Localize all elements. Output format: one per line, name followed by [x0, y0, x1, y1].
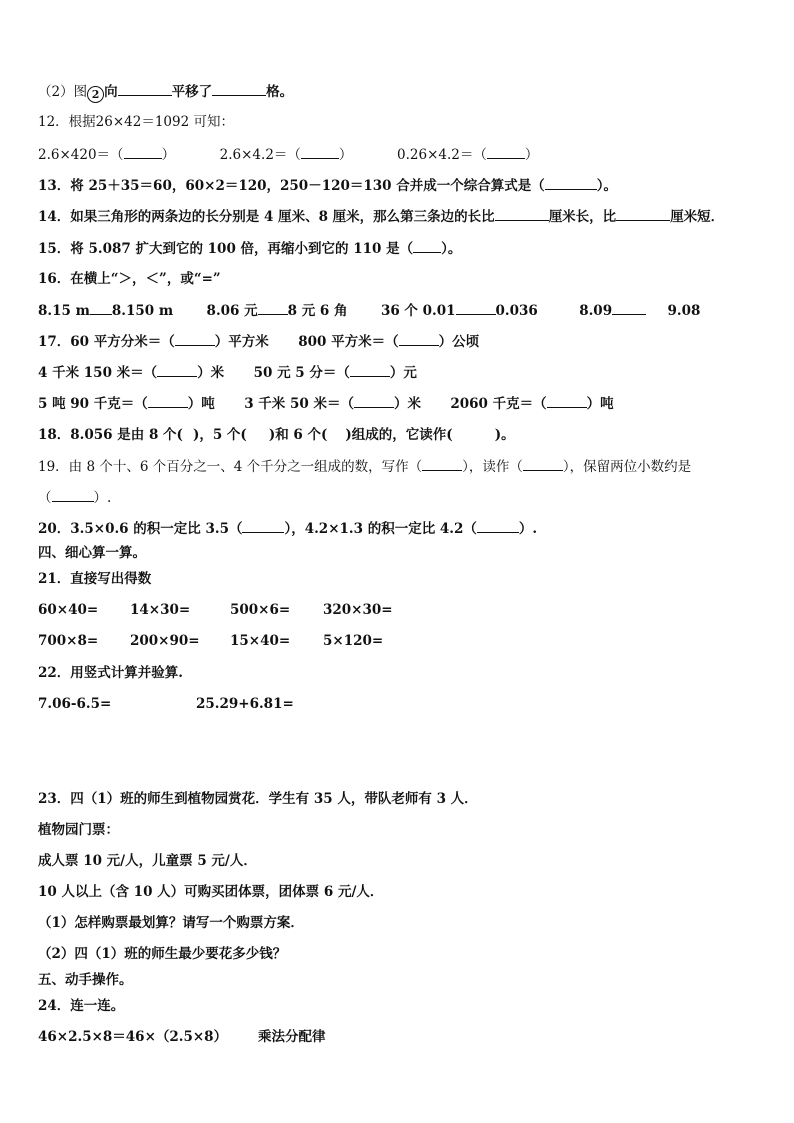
- q17-item-a: 17．60 平方分米＝（: [38, 334, 175, 350]
- compare-blank[interactable]: [612, 300, 646, 315]
- q11-part2-prefix: （2）图: [38, 84, 88, 100]
- q13-end: ）。: [596, 178, 618, 194]
- section-title: 五、动手操作。: [38, 972, 133, 988]
- q17-item-b: ）吨: [187, 396, 215, 412]
- q19-d1: （: [38, 490, 52, 506]
- q21-cell: 60×40=: [38, 602, 99, 618]
- q12-close: ）: [338, 147, 353, 163]
- answer-blank[interactable]: [487, 144, 525, 159]
- q19-c: ），保留两位小数约是: [562, 459, 692, 475]
- q24-law[interactable]: 乘法分配律: [258, 1029, 326, 1045]
- q12-close: ）: [161, 147, 176, 163]
- q21-cell: 14×30=: [130, 602, 191, 618]
- circled-number: 2: [87, 86, 104, 103]
- q11-part2-dir: 向: [104, 84, 118, 100]
- answer-blank[interactable]: [616, 206, 670, 221]
- answer-blank[interactable]: [354, 393, 394, 408]
- q17-row3: [38, 393, 614, 414]
- q14-a: 14．如果三角形的两条边的长分别是 4 厘米、8 厘米，那么第三条边的长比: [38, 209, 495, 225]
- q16-item-a: 8.15 m: [38, 303, 90, 319]
- q17-item-a: 4 千米 150 米＝（: [38, 365, 158, 381]
- q20-b: ），4.2×1.3 的积一定比 4.2（: [284, 521, 477, 537]
- q17-item-b: ）公顷: [438, 334, 480, 350]
- answer-blank[interactable]: [523, 456, 563, 471]
- q16-item-b: 8.150 m: [111, 303, 174, 319]
- q20-a: 20．3.5×0.6 的积一定比 3.5（: [38, 521, 243, 537]
- q15-a: 15．将 5.087 扩大到它的 100 倍，再缩小到它的 110 是（: [38, 241, 414, 257]
- q12-item: 0.26×4.2＝（: [397, 147, 487, 163]
- q16-item-b: 8 元 6 角: [287, 303, 348, 319]
- q17-item-b: ）米: [197, 365, 225, 381]
- q12-close: ）: [524, 147, 539, 163]
- q18-a: 18．8.056 是由 8 个(: [38, 427, 183, 443]
- section-title: 四、细心算一算。: [38, 545, 146, 561]
- q11-part2: [38, 81, 293, 103]
- answer-blank[interactable]: [547, 393, 587, 408]
- q17-row1: [38, 331, 479, 352]
- q19-a: 19．由 8 个十、6 个百分之一、4 个千分之一组成的数，写作（: [38, 459, 423, 475]
- q12-items: [38, 144, 538, 165]
- q17-item-b: ）平方米: [214, 334, 269, 350]
- q16-items: [38, 300, 700, 321]
- q17-item-a: 5 吨 90 千克＝（: [38, 396, 148, 412]
- answer-blank[interactable]: [124, 144, 162, 159]
- q17-item-b: ）吨: [586, 396, 614, 412]
- q16-item-b: 0.036: [495, 303, 538, 319]
- answer-blank[interactable]: [399, 331, 439, 346]
- q11-part2-move: 平移了: [171, 84, 213, 100]
- q23-line: 植物园门票：: [38, 822, 119, 838]
- q12-stem: 12．根据26×42＝1092 可知：: [38, 114, 234, 130]
- q21-cell: 500×6=: [230, 602, 291, 618]
- q17-item-a: 800 平方米＝（: [298, 334, 399, 350]
- q20: [38, 518, 537, 539]
- q17-row2: [38, 362, 417, 383]
- q17-item-b: ）米: [393, 396, 421, 412]
- q23-line: 成人票 10 元/人，儿童票 5 元/人．: [38, 853, 257, 869]
- answer-blank[interactable]: [242, 518, 284, 533]
- q21-cell: 5×120=: [323, 633, 384, 649]
- q12-item: 2.6×420＝（: [38, 147, 124, 163]
- q16-item-a: 8.09: [579, 303, 613, 319]
- q14-c: 厘米短．: [670, 209, 725, 225]
- q16-item-a: 8.06 元: [206, 303, 258, 319]
- q23-part1: （1）怎样购票最划算？请写一个购票方案．: [38, 915, 304, 931]
- q11-part2-end: 格。: [266, 84, 294, 100]
- q14-b: 厘米长，比: [548, 209, 617, 225]
- answer-blank[interactable]: [157, 362, 197, 377]
- q22-stem: 22．用竖式计算并验算.: [38, 665, 183, 681]
- answer-blank[interactable]: [495, 206, 549, 221]
- answer-blank[interactable]: [350, 362, 390, 377]
- answer-blank[interactable]: [422, 456, 462, 471]
- answer-blank[interactable]: [175, 331, 215, 346]
- compare-blank[interactable]: [90, 300, 112, 315]
- q21-cell: 700×8=: [38, 633, 99, 649]
- q13-text: 13．将 25＋35＝60，60×2＝120，250－120＝130 合并成一个综合算式是（: [38, 178, 545, 194]
- q24-stem: 24．连一连。: [38, 998, 125, 1014]
- q23-stem: 23．四（1）班的师生到植物园赏花．学生有 35 人，带队老师有 3 人．: [38, 791, 478, 807]
- q24-expression: 46×2.5×8＝46×（2.5×8）: [38, 1029, 228, 1045]
- q13: [38, 175, 617, 196]
- q21-cell: 320×30=: [323, 602, 393, 618]
- q21-cell: 200×90=: [130, 633, 200, 649]
- q12-item: 2.6×4.2＝（: [219, 147, 301, 163]
- q16-item-b: 9.08: [667, 303, 701, 319]
- answer-blank[interactable]: [212, 81, 266, 96]
- q21-cell: 15×40=: [230, 633, 291, 649]
- q23-part2: （2）四（1）班的师生最少要花多少钱？: [38, 946, 287, 962]
- q15-b: ）。: [441, 241, 462, 257]
- q19-b: ），读作（: [462, 459, 523, 475]
- q17-item-a: 2060 千克＝（: [450, 396, 547, 412]
- compare-blank[interactable]: [258, 300, 288, 315]
- q14: [38, 206, 724, 227]
- answer-blank[interactable]: [148, 393, 188, 408]
- q18: [38, 425, 515, 445]
- compare-blank[interactable]: [456, 300, 496, 315]
- q16-item-a: 36 个 0.01: [380, 303, 456, 319]
- q22-item: 25.29+6.81=: [196, 696, 294, 712]
- q19: [38, 456, 691, 477]
- q18-c: )和 6 个(: [268, 427, 328, 443]
- q15: [38, 238, 461, 259]
- q22-item: 7.06-6.5=: [38, 696, 112, 712]
- q18-e: )。: [494, 427, 515, 443]
- answer-blank[interactable]: [545, 175, 597, 190]
- q18-b: )，5 个(: [192, 427, 247, 443]
- answer-blank[interactable]: [52, 487, 94, 502]
- answer-blank[interactable]: [301, 144, 339, 159]
- q21-stem: 21．直接写出得数: [38, 571, 152, 587]
- q18-d: )组成的，它读作(: [345, 427, 453, 443]
- q16-stem: 16．在横上“＞，＜”，或“=”: [38, 271, 221, 287]
- answer-blank[interactable]: [413, 238, 441, 253]
- q17-item-a: 3 千米 50 米＝（: [244, 396, 354, 412]
- answer-blank[interactable]: [477, 518, 519, 533]
- q19-cont: [38, 487, 111, 508]
- answer-blank[interactable]: [118, 81, 172, 96]
- q23-line: 10 人以上（含 10 人）可购买团体票，团体票 6 元/人．: [38, 884, 384, 900]
- q17-item-b: ）元: [389, 365, 417, 381]
- q17-item-a: 50 元 5 分＝（: [253, 365, 350, 381]
- q19-d2: ）.: [93, 490, 112, 506]
- q20-c: ）.: [518, 521, 538, 537]
